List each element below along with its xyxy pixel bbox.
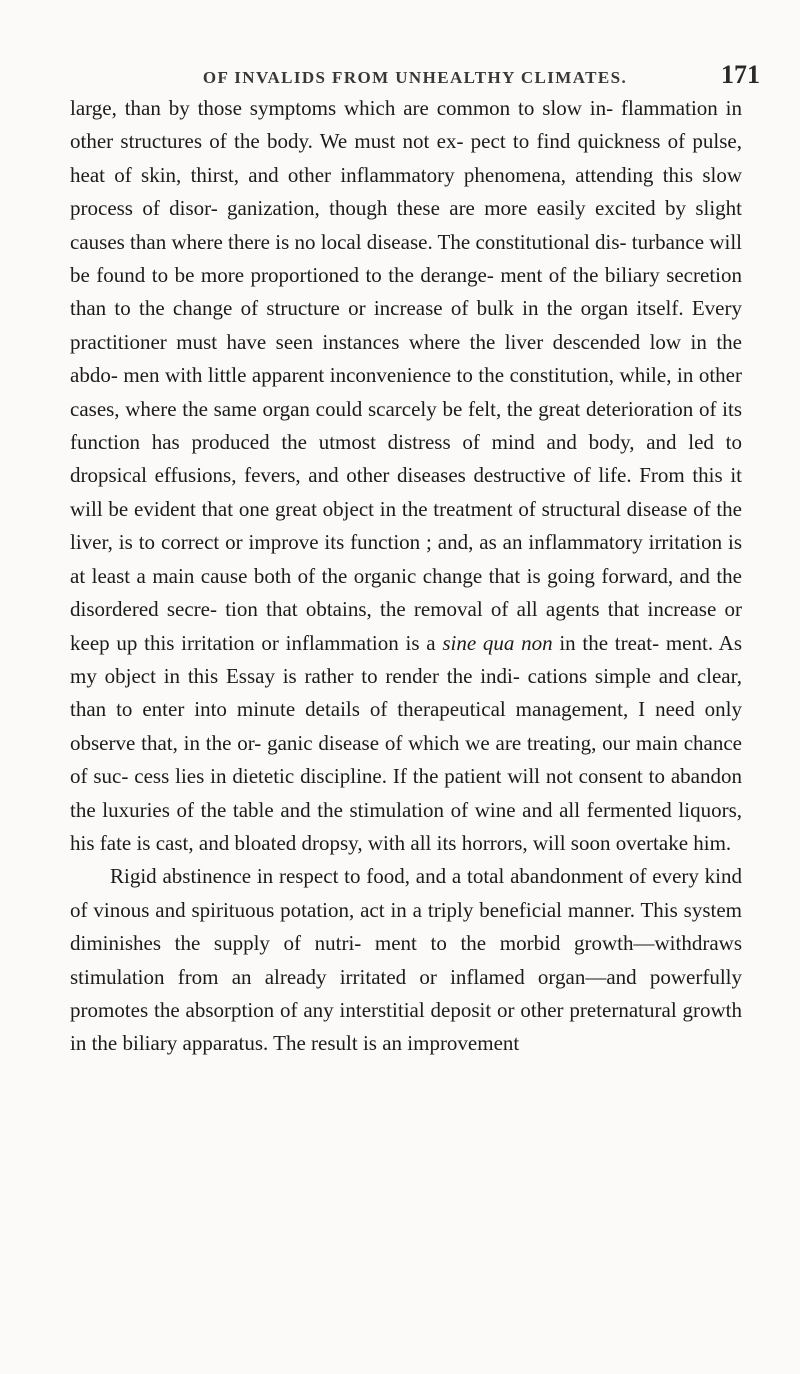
- page-number: 171: [721, 60, 760, 89]
- paragraph-1-after: in the treat- ment. As my object in this Essay is rather to render the indi- cations simple and clear, than to enter into minute details of therapeutical management, I need only observe that, in the or- ganic disease of which we are treating, our main chance of suc- cess lies in dietetic discipline. If the patient will not consent to abandon the luxuries of the table and the stimulation of wine and all fermented liquors, his fate is cast, and bloated dropsy, with all its horrors, will soon overtake him.: [70, 630, 742, 855]
- body-text: [70, 92, 742, 1061]
- paragraph-1-italic-phrase: sine qua non: [442, 630, 553, 655]
- paragraph-1-before: large, than by those symptoms which are common to slow in- flammation in other structures of the body. We must not ex- pect to find quickness of pulse, heat of skin, thirst, and other inflammatory phenomena, attending this slow process of disor- ganization, though these are more easily excited by slight causes than where there is no local disease. The constitutional dis- turbance will be found to be more proportioned to the derange- ment of the biliary secretion than to the change of structure or increase of bulk in the organ itself. Every practitioner must have seen instances where the liver descended low in the abdo- men with little apparent inconvenience to the constitution, while, in other cases, where the same organ could scarcely be felt, the great deterioration of its function has produced the utmost distress of mind and body, and led to dropsical effusions, fevers, and other diseases destructive of life. From this it will be evident that one great object in the treatment of structural disease of the liver, is to correct or improve its function ; and, as an inflammatory irritation is at least a main cause both of the organic change that is going forward, and the disordered secre- tion that obtains, the removal of all agents that increase or keep up this irritation or inflammation is a: [70, 96, 742, 655]
- running-title: OF INVALIDS FROM UNHEALTHY CLIMATES.: [202, 68, 628, 87]
- paragraph-2: Rigid abstinence in respect to food, and a total abandonment of every kind of vinous and spirituous potation, act in a triply beneficial manner. This system diminishes the supply of nutri- ment to the morbid growth—withdraws stimulation from an already irritated or inflamed organ—and powerfully promotes the absorption of any interstitial deposit or other preternatural growth in the biliary apparatus. The result is an improvement: [70, 864, 742, 1056]
- paragraph-1: [70, 92, 742, 860]
